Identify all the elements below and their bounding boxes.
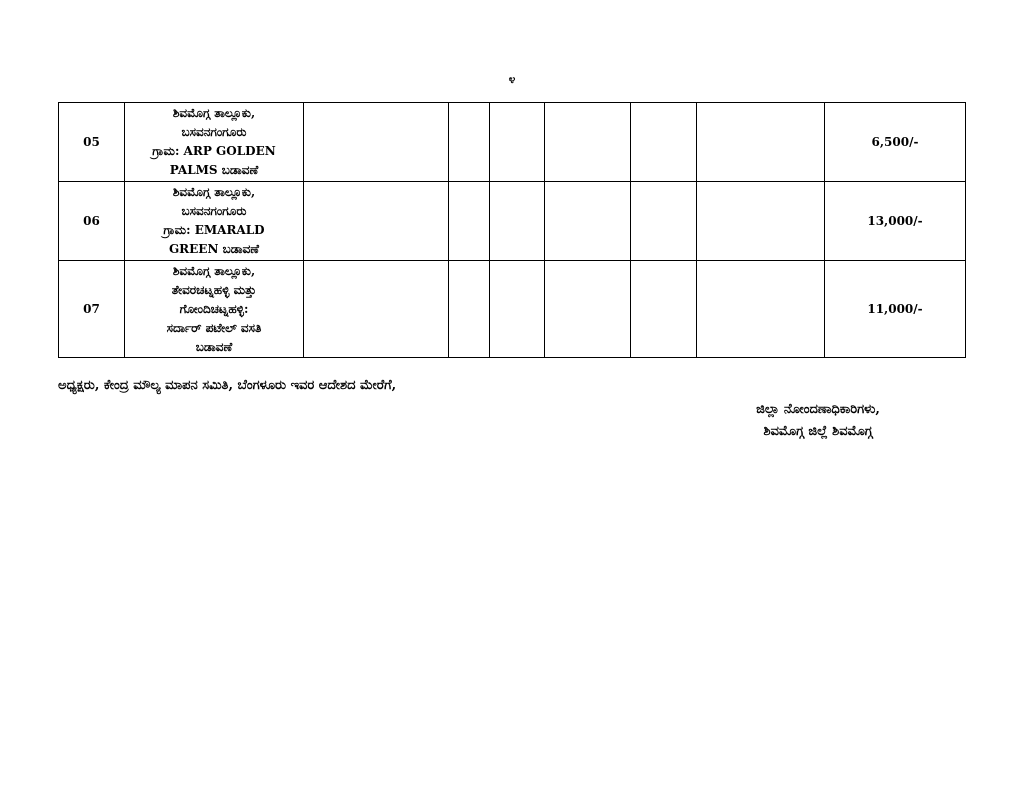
empty-cell bbox=[490, 103, 545, 182]
location-line: ಗೋಂದಿಚಟ್ನಹಳ್ಳಿ: bbox=[179, 301, 249, 316]
signatory-place: ಶಿವಮೊಗ್ಗ ಜಿಲ್ಲೆ ಶಿವಮೊಗ್ಗ bbox=[763, 424, 873, 439]
location-line: ಶಿವಮೊಗ್ಗ ತಾಲ್ಲೂಕು, bbox=[172, 263, 256, 278]
table-row bbox=[59, 261, 966, 358]
empty-cell bbox=[631, 103, 697, 182]
serial-number-cell: 05 bbox=[59, 103, 125, 182]
location-line: ಗ್ರಾಮ: ARP GOLDEN bbox=[152, 144, 276, 158]
empty-cell bbox=[304, 261, 449, 358]
empty-cell bbox=[545, 182, 631, 261]
rate-cell: 6,500/- bbox=[825, 103, 966, 182]
table-row bbox=[59, 103, 966, 182]
location-line: ಗ್ರಾಮ: EMARALD bbox=[163, 223, 265, 237]
empty-cell bbox=[545, 103, 631, 182]
signatory-block bbox=[640, 399, 996, 443]
empty-cell bbox=[304, 103, 449, 182]
empty-cell bbox=[449, 103, 490, 182]
empty-cell bbox=[449, 261, 490, 358]
page-number: ೪ bbox=[508, 72, 516, 86]
serial-number-cell: 07 bbox=[59, 261, 125, 358]
location-line: ತೇವರಚಟ್ನಹಳ್ಳಿ ಮತ್ತು bbox=[171, 282, 257, 297]
empty-cell bbox=[304, 182, 449, 261]
location-cell bbox=[125, 103, 304, 182]
location-line: ಶಿವಮೊಗ್ಗ ತಾಲ್ಲೂಕು, bbox=[172, 185, 256, 199]
serial-number-cell: 06 bbox=[59, 182, 125, 261]
authority-order-line: ಅಧ್ಯಕ್ಷರು, ಕೇಂದ್ರ ಮೌಲ್ಯ ಮಾಪನ ಸಮಿತಿ, ಬೆಂಗಳೂರು ಇವರ ಆದೇಶದ ಮೇರೆಗೆ, bbox=[58, 378, 397, 393]
location-cell bbox=[125, 182, 304, 261]
location-line: ಬಸವನಗಂಗೂರು bbox=[181, 125, 247, 139]
location-line: ಶಿವಮೊಗ್ಗ ತಾಲ್ಲೂಕು, bbox=[172, 106, 256, 120]
signatory-title: ಜಿಲ್ಲಾ ನೋಂದಣಾಧಿಕಾರಿಗಳು, bbox=[756, 402, 880, 417]
location-cell bbox=[125, 261, 304, 358]
guidance-value-table bbox=[58, 102, 966, 358]
rate-cell: 11,000/- bbox=[825, 261, 966, 358]
empty-cell bbox=[490, 261, 545, 358]
location-line: GREEN ಬಡಾವಣೆ bbox=[168, 242, 260, 256]
rate-cell: 13,000/- bbox=[825, 182, 966, 261]
table-row bbox=[59, 182, 966, 261]
empty-cell bbox=[697, 261, 825, 358]
location-line: ಬಸವನಗಂಗೂರು bbox=[181, 204, 247, 218]
empty-cell bbox=[697, 103, 825, 182]
empty-cell bbox=[697, 182, 825, 261]
empty-cell bbox=[490, 182, 545, 261]
location-line: PALMS ಬಡಾವಣೆ bbox=[169, 163, 259, 177]
location-line: ಬಡಾವಣೆ bbox=[195, 339, 233, 354]
empty-cell bbox=[631, 261, 697, 358]
location-line: ಸರ್ದಾರ್ ಪಟೇಲ್ ವಸತಿ bbox=[166, 320, 262, 335]
empty-cell bbox=[545, 261, 631, 358]
empty-cell bbox=[449, 182, 490, 261]
empty-cell bbox=[631, 182, 697, 261]
